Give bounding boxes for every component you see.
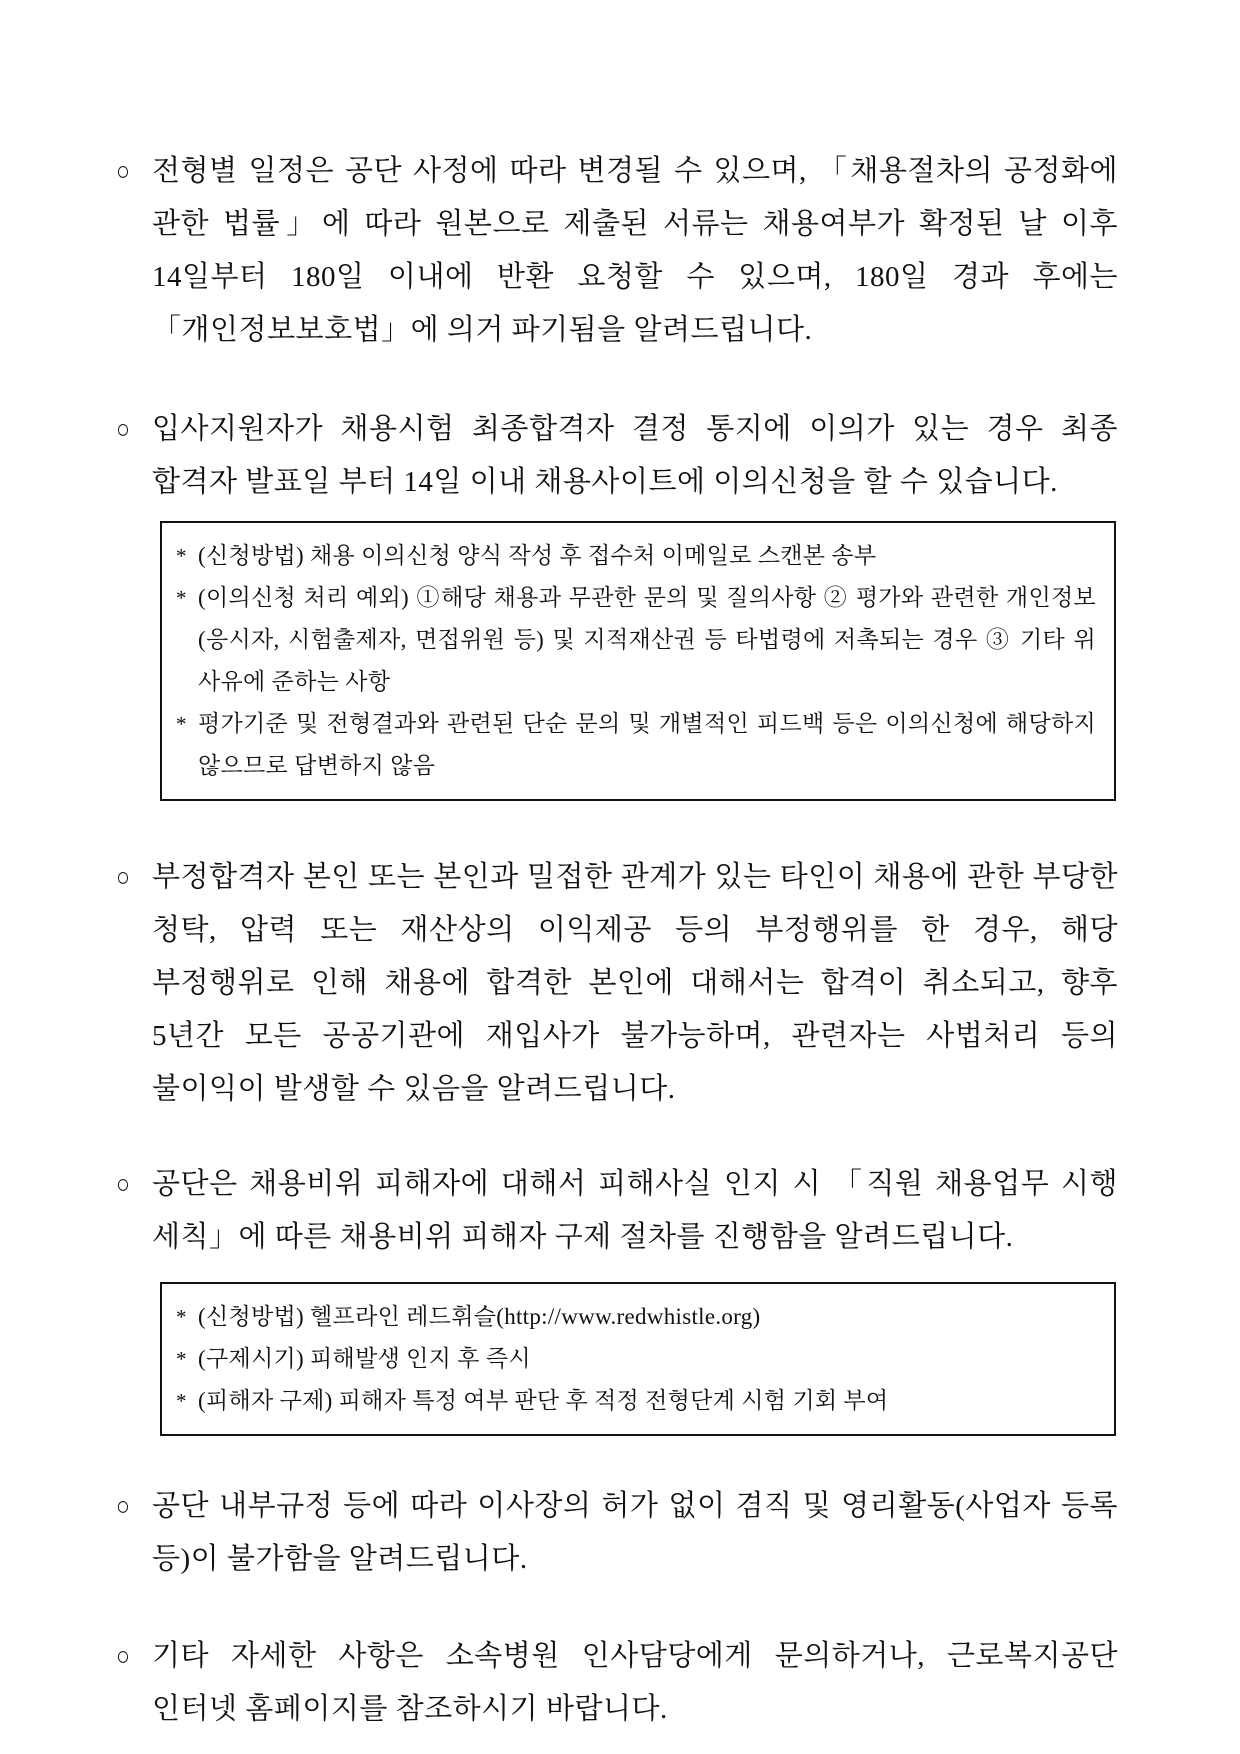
note-box-objection-procedure — [160, 521, 1116, 801]
circle-bullet-marker: ○ — [116, 1641, 130, 1671]
note-text-helpline: (신청방법) 헬프라인 레드휘슬(http://www.redwhistle.org) — [198, 1304, 761, 1329]
note-text-application-method: (신청방법) 채용 이의신청 양식 작성 후 접수처 이메일로 스캔본 송부 — [198, 543, 877, 568]
circle-bullet-marker: ○ — [116, 156, 130, 186]
note-item-application-method — [176, 535, 1096, 577]
notice-bullet-victim-relief — [116, 1158, 1118, 1264]
notice-text-victim-relief: 공단은 채용비위 피해자에 대해서 피해사실 인지 시 「직원 채용업무 시행 세칙」에 따른 채용비위 피해자 구제 절차를 진행함을 알려드립니다. — [152, 1168, 1118, 1253]
notice-text-fraud-penalty: 부정합격자 본인 또는 본인과 밀접한 관계가 있는 타인이 채용에 관한 부당한 청탁, 압력 또는 재산상의 이익제공 등의 부정행위를 한 경우, 해당 부정행위로 인해 채용에 합격한 본인에 대해서는 합격이 취소되고, 향후 5년간 모든 공공기관에 재입사가 불가능하며, 관련자는 사법처리 등의 불이익이 발생할 수 있음을 알려드립니다. — [152, 861, 1118, 1105]
note-text-objection-exceptions: (이의신청 처리 예외) ①해당 채용과 무관한 문의 및 질의사항 ② 평가와 관련한 개인정보(응시자, 시험출제자, 면접위원 등) 및 지적재산권 등 타법령에 저촉되는 경우 ③ 기타 위 사유에 준하는 사항 — [198, 585, 1096, 694]
circle-bullet-marker: ○ — [116, 862, 130, 892]
circle-bullet-marker: ○ — [116, 1491, 130, 1521]
note-item-helpline — [176, 1296, 1096, 1338]
circle-bullet-marker: ○ — [116, 414, 130, 444]
note-item-objection-exceptions — [176, 577, 1096, 703]
note-item-relief-timing — [176, 1338, 1096, 1380]
asterisk-marker: * — [176, 1347, 187, 1371]
notice-text-objection: 입사지원자가 채용시험 최종합격자 결정 통지에 이의가 있는 경우 최종 합격자 발표일 부터 14일 이내 채용사이트에 이의신청을 할 수 있습니다. — [152, 413, 1118, 498]
asterisk-marker: * — [176, 586, 187, 610]
notice-bullet-objection — [116, 403, 1118, 509]
notice-bullet-contact — [116, 1630, 1118, 1736]
notice-bullet-side-job — [116, 1480, 1118, 1586]
notice-bullet-fraud-penalty — [116, 851, 1118, 1116]
notice-text-contact: 기타 자세한 사항은 소속병원 인사담당에게 문의하거나, 근로복지공단 인터넷 홈페이지를 참조하시기 바랍니다. — [152, 1640, 1118, 1725]
circle-bullet-marker: ○ — [116, 1169, 130, 1199]
notice-text-side-job: 공단 내부규정 등에 따라 이사장의 허가 없이 겸직 및 영리활동(사업자 등록 등)이 불가함을 알려드립니다. — [152, 1490, 1118, 1575]
asterisk-marker: * — [176, 712, 187, 736]
asterisk-marker: * — [176, 1305, 187, 1329]
notice-bullet-schedule-change — [116, 145, 1118, 357]
asterisk-marker: * — [176, 1389, 187, 1413]
notice-text-schedule-change: 전형별 일정은 공단 사정에 따라 변경될 수 있으며, 「채용절차의 공정화에 관한 법률」에 따라 원본으로 제출된 서류는 채용여부가 확정된 날 이후 14일부터 180일 이내에 반환 요청할 수 있으며, 180일 경과 후에는 「개인정보보호법」에 의거 파기됨을 알려드립니다. — [152, 155, 1118, 346]
note-item-no-reply — [176, 703, 1096, 787]
note-item-relief-method — [176, 1380, 1096, 1422]
note-text-relief-method: (피해자 구제) 피해자 특정 여부 판단 후 적정 전형단계 시험 기회 부여 — [198, 1388, 889, 1413]
note-box-victim-relief-procedure — [160, 1282, 1116, 1436]
note-text-no-reply: 평가기준 및 전형결과와 관련된 단순 문의 및 개별적인 피드백 등은 이의신청에 해당하지 않으므로 답변하지 않음 — [198, 711, 1096, 778]
asterisk-marker: * — [176, 544, 187, 568]
note-text-relief-timing: (구제시기) 피해발생 인지 후 즉시 — [198, 1346, 531, 1371]
